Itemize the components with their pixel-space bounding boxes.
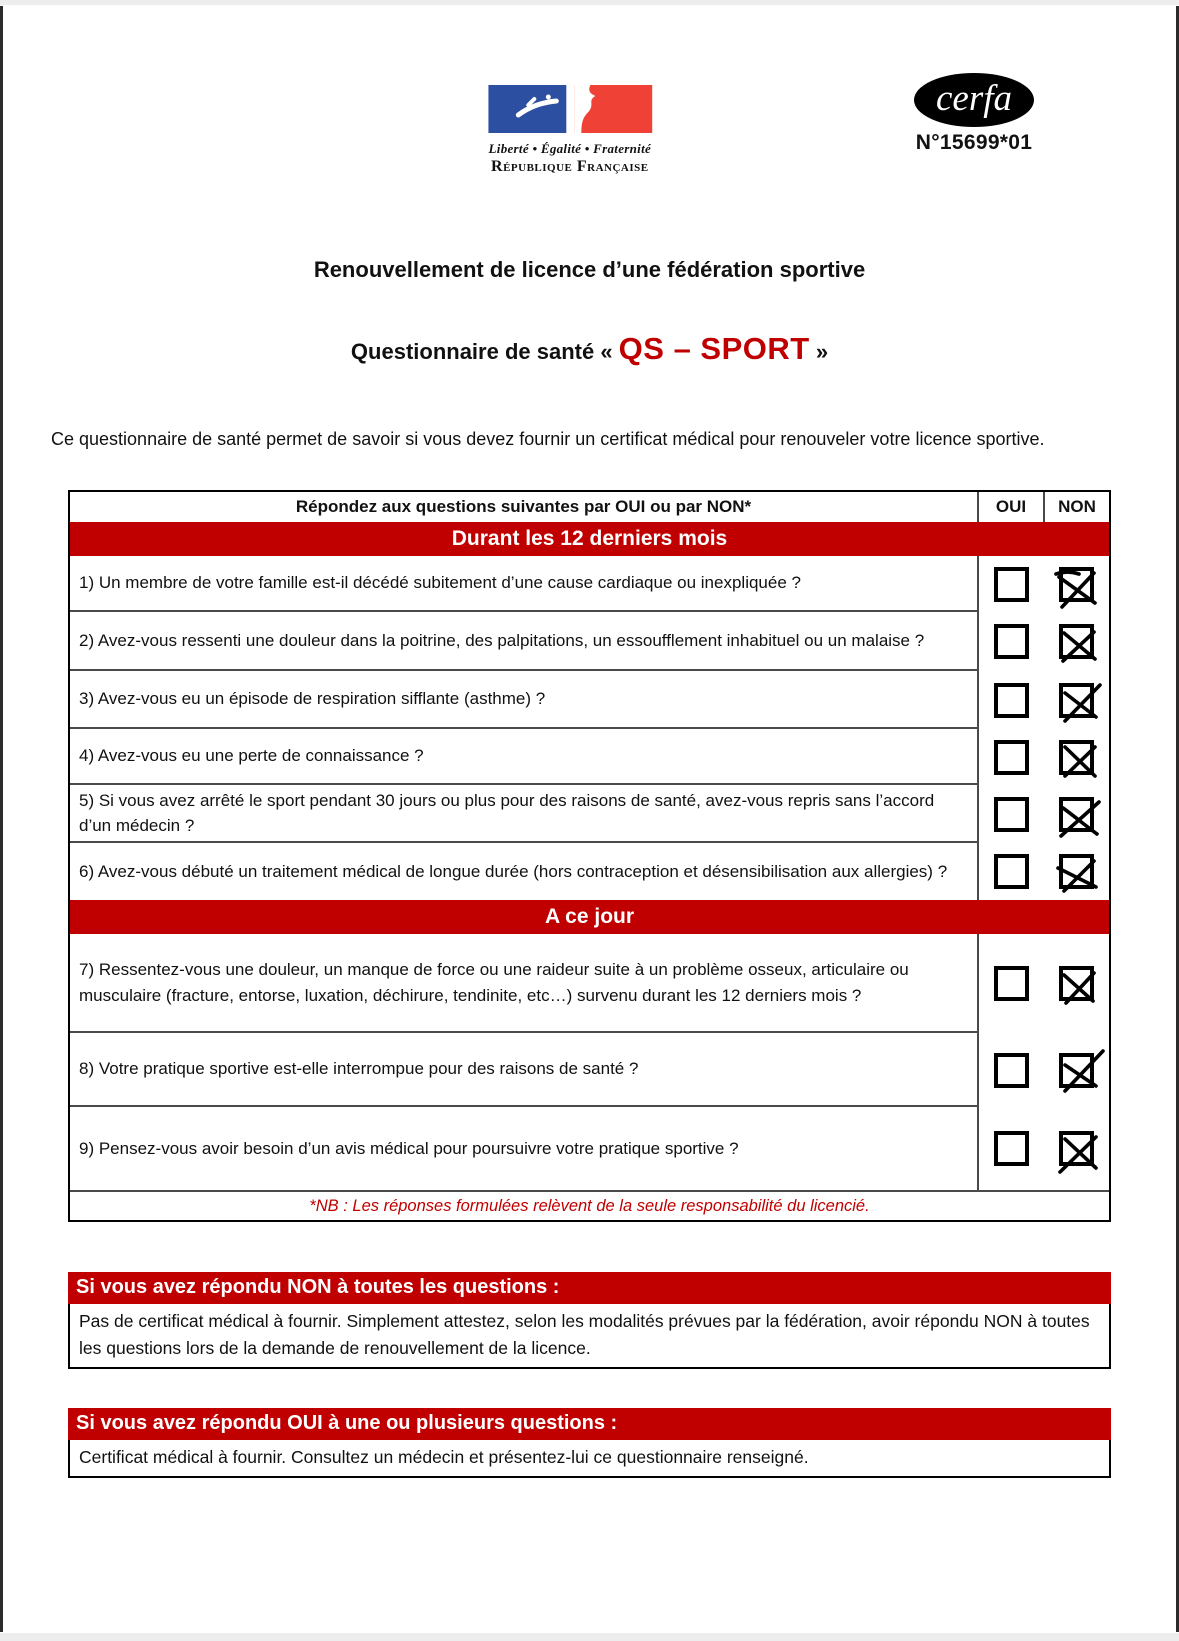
answer-row	[979, 1033, 1109, 1107]
marianne-republic: République Française	[491, 158, 649, 175]
x-mark-icon	[1050, 674, 1103, 727]
table-footnote: *NB : Les réponses formulées relèvent de la seule responsabilité du licencié.	[70, 1190, 1109, 1220]
section-today	[70, 934, 1109, 1190]
question-6-text: 6) Avez-vous débuté un traitement médical de longue durée (hors contraception et désensibilisation aux allergies) ?	[79, 861, 948, 881]
header-oui-col: OUI	[977, 492, 1043, 522]
question-8-text: 8) Votre pratique sportive est-elle interrompue pour des raisons de santé ?	[70, 1033, 977, 1107]
cerfa-form-number: N°15699*01	[915, 131, 1033, 154]
page-edge-bottom	[0, 1633, 1179, 1641]
marianne-motto: Liberté • Égalité • Fraternité	[488, 141, 652, 156]
question-8-non-checkbox[interactable]	[1059, 1053, 1094, 1088]
question-7-text: 7) Ressentez-vous une douleur, un manque de force ou une raideur suite à un problème osseux, articulaire ou musculaire (fracture, entorse, luxation, déchirure, tendinite, etc…) survenu durant les 12 derniers mois ?	[70, 934, 977, 1033]
question-6-non-checkbox[interactable]	[1059, 854, 1094, 889]
question-7-oui-checkbox[interactable]	[994, 966, 1029, 1001]
outcome-all-non	[68, 1272, 1111, 1369]
subtitle-prefix: Questionnaire de santé «	[350, 339, 619, 364]
outcome-oui-body: Certificat médical à fournir. Consultez un médecin et présentez-lui ce questionnaire renseigné.	[68, 1440, 1111, 1478]
intro-text: Ce questionnaire de santé permet de savoir si vous devez fournir un certificat médical pour renouveler votre licence sportive.	[51, 429, 1045, 449]
question-4-non-checkbox[interactable]	[1059, 740, 1094, 775]
question-3-text: 3) Avez-vous eu un épisode de respiration sifflante (asthme) ?	[70, 671, 977, 729]
question-5-oui-checkbox[interactable]	[994, 797, 1029, 832]
question-3-non-checkbox[interactable]	[1059, 683, 1094, 718]
form-title: Renouvellement de licence d’une fédération sportive	[313, 257, 866, 282]
question-column	[70, 556, 977, 900]
question-9-non-checkbox[interactable]	[1059, 1131, 1094, 1166]
checkbox-column	[977, 934, 1109, 1190]
question-8-oui-checkbox[interactable]	[994, 1053, 1029, 1088]
header-question-col: Répondez aux questions suivantes par OUI ou par NON*	[295, 497, 752, 516]
answer-row	[979, 729, 1109, 785]
question-9-oui-checkbox[interactable]	[994, 1131, 1029, 1166]
subtitle-suffix: »	[809, 339, 829, 364]
question-3-oui-checkbox[interactable]	[994, 683, 1029, 718]
question-1-text: 1) Un membre de votre famille est-il décédé subitement d’une cause cardiaque ou inexpliquée ?	[70, 556, 977, 612]
question-2-non-checkbox[interactable]	[1059, 624, 1094, 659]
question-4-oui-checkbox[interactable]	[994, 740, 1029, 775]
document-page	[3, 5, 1176, 1633]
outcome-non-body: Pas de certificat médical à fournir. Simplement attestez, selon les modalités prévues par la fédération, avoir répondu NON à toutes les questions lors de la demande de renouvellement de la licence.	[68, 1304, 1111, 1369]
answer-row	[979, 934, 1109, 1033]
cerfa-seal-icon	[914, 73, 1034, 127]
x-mark-icon	[1050, 615, 1103, 668]
question-6-oui-checkbox[interactable]	[994, 854, 1029, 889]
answer-row	[979, 843, 1109, 900]
form-subtitle	[3, 331, 1176, 367]
cerfa-logo-text: cerfa	[935, 77, 1013, 119]
question-9-text: 9) Pensez-vous avoir besoin d’un avis médical pour poursuivre votre pratique sportive ?	[79, 1138, 739, 1158]
x-mark-icon	[1050, 957, 1103, 1010]
x-mark-icon	[1050, 558, 1103, 611]
outcome-any-oui	[68, 1408, 1111, 1478]
section-banner-today: A ce jour	[70, 900, 1109, 934]
x-mark-icon	[1050, 1122, 1103, 1175]
checkbox-column	[977, 556, 1109, 900]
question-1-non-checkbox[interactable]	[1059, 567, 1094, 602]
question-5-text: 5) Si vous avez arrêté le sport pendant 30 jours ou plus pour des raisons de santé, avez-vous repris sans l’accord d’un médecin ?	[70, 785, 977, 843]
marianne-flag-icon	[488, 85, 652, 133]
marianne-logo	[488, 85, 652, 176]
answer-row	[979, 612, 1109, 671]
cerfa-logo	[914, 73, 1034, 155]
question-2-text: 2) Avez-vous ressenti une douleur dans la poitrine, des palpitations, un essoufflement inhabituel ou un malaise ?	[70, 612, 977, 671]
section-12-months	[70, 556, 1109, 900]
x-mark-icon	[1050, 1044, 1103, 1097]
x-mark-icon	[1050, 731, 1103, 784]
answer-row	[979, 1107, 1109, 1190]
questionnaire-table	[68, 490, 1111, 1222]
table-header-row	[70, 492, 1109, 522]
x-mark-icon	[1050, 845, 1103, 898]
subtitle-highlight: QS – SPORT	[618, 331, 810, 366]
question-column	[70, 934, 977, 1190]
outcome-non-banner: Si vous avez répondu NON à toutes les questions :	[68, 1272, 1111, 1304]
question-2-oui-checkbox[interactable]	[994, 624, 1029, 659]
masthead	[3, 65, 1176, 225]
answer-row	[979, 785, 1109, 843]
question-5-non-checkbox[interactable]	[1059, 797, 1094, 832]
section-banner-12-months: Durant les 12 derniers mois	[70, 522, 1109, 556]
question-1-oui-checkbox[interactable]	[994, 567, 1029, 602]
outcome-oui-banner: Si vous avez répondu OUI à une ou plusieurs questions :	[68, 1408, 1111, 1440]
header-non-col: NON	[1043, 492, 1109, 522]
answer-row	[979, 671, 1109, 729]
x-mark-icon	[1050, 788, 1103, 841]
question-7-non-checkbox[interactable]	[1059, 966, 1094, 1001]
answer-row	[979, 556, 1109, 612]
question-4-text: 4) Avez-vous eu une perte de connaissance ?	[70, 729, 977, 785]
